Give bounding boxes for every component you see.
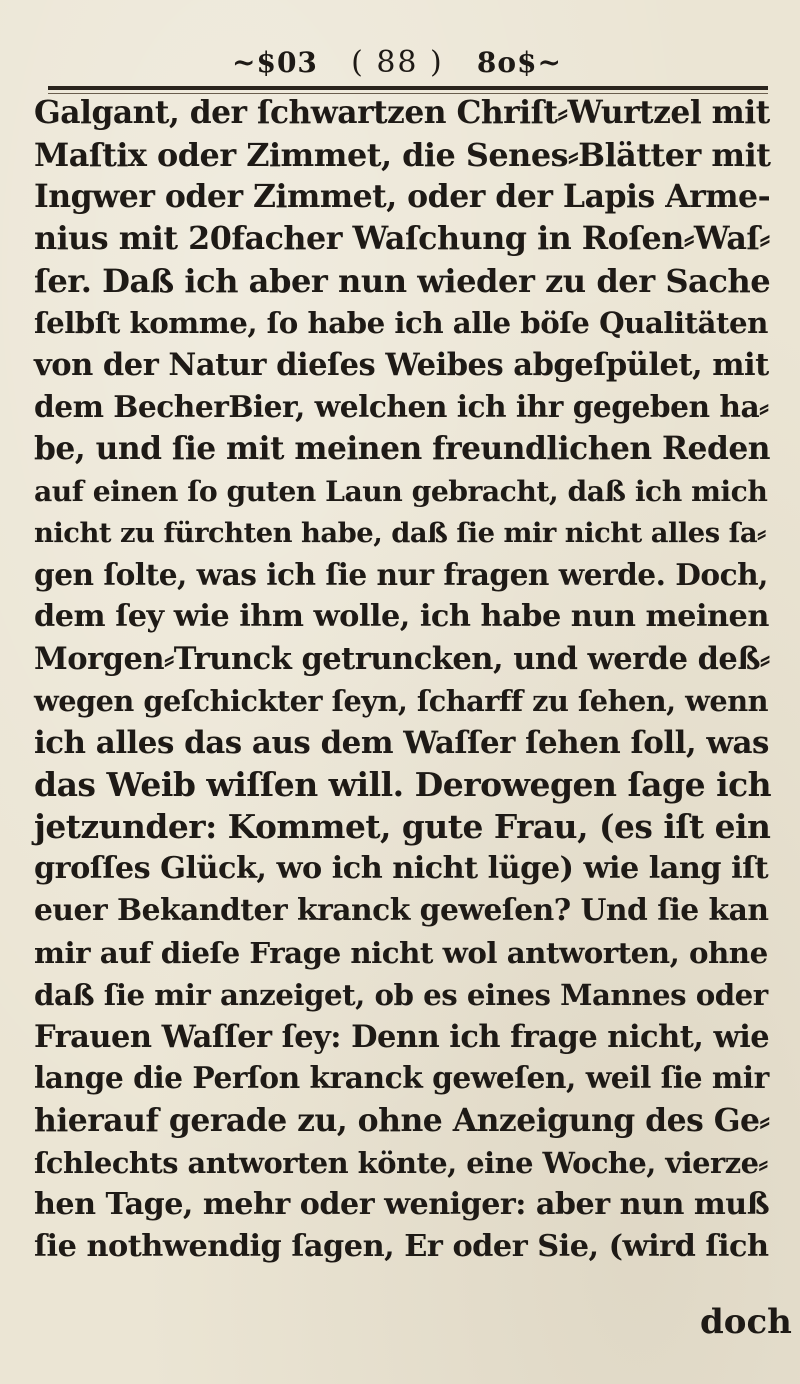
- text-line: nius mit 20facher Waſchung in Roſen⸗Waſ⸗: [34, 220, 770, 257]
- text-line: wegen geſchickter ſeyn, ſcharff zu ſehen, wenn: [34, 684, 769, 718]
- text-line: hierauf gerade zu, ohne Anzeigung des Ge⸗: [34, 1102, 770, 1139]
- header-ornament-left: ~$03: [232, 45, 318, 79]
- catchword: doch: [700, 1302, 792, 1342]
- text-line: Morgen⸗Trunck getruncken, und werde deß⸗: [34, 641, 770, 677]
- text-line: ſer. Daß ich aber nun wieder zu der Sache: [34, 262, 771, 300]
- text-line: das Weib wiſſen will. Derowegen ſage ich: [34, 765, 772, 804]
- text-line: lange die Perſon kranck geweſen, weil ſie mir: [34, 1061, 769, 1096]
- text-line: ſelbſt komme, ſo habe ich alle böſe Qualitäten: [34, 306, 768, 340]
- text-line: von der Natur dieſes Weibes abgeſpület, mit: [34, 347, 769, 383]
- text-line: auf einen ſo guten Laun gebracht, daß ich mich: [34, 474, 768, 508]
- text-line: Frauen Waſſer ſey: Denn ich frage nicht, wie: [34, 1019, 770, 1055]
- page-number: ( 88 ): [351, 44, 444, 80]
- text-line: be, und ſie mit meinen freundlichen Reden: [34, 431, 771, 467]
- text-line: Maſtix oder Zimmet, die Senes⸗Blätter mit: [34, 136, 771, 174]
- text-line: dem BecherBier, welchen ich ihr gegeben ha⸗: [34, 389, 769, 424]
- text-line: nicht zu fürchten habe, daß ſie mir nicht alles ſa⸗: [34, 517, 766, 549]
- text-line: dem ſey wie ihm wolle, ich habe nun meinen: [34, 599, 769, 634]
- header-rule: [48, 86, 768, 90]
- text-line: hen Tage, mehr oder weniger: aber nun muß: [34, 1187, 770, 1222]
- text-line: Ingwer oder Zimmet, oder der Lapis Arme-: [34, 178, 771, 215]
- text-line: ich alles das aus dem Waſſer ſehen ſoll, was: [34, 725, 769, 761]
- text-line: gen ſolte, was ich ſie nur fragen werde. Doch,: [34, 557, 768, 592]
- body-text: [34, 92, 779, 1268]
- text-line: euer Bekandter kranck geweſen? Und ſie kan: [34, 893, 769, 928]
- text-line: groſſes Glück, wo ich nicht lüge) wie lang iſt: [34, 851, 769, 886]
- text-line: Galgant, der ſchwartzen Chriſt⸗Wurtzel mit: [34, 95, 770, 131]
- page-header: [232, 42, 562, 82]
- text-line: mir auf dieſe Frage nicht wol antworten, ohne: [34, 935, 768, 970]
- text-line: daß ſie mir anzeiget, ob es eines Mannes oder: [34, 978, 768, 1012]
- header-ornament-right: 8o$~: [476, 45, 562, 79]
- text-line: jetzunder: Kommet, gute Frau, (es iſt ein: [34, 807, 771, 846]
- text-line: ſchlechts antworten könte, eine Woche, vierze⸗: [34, 1146, 768, 1180]
- text-line: ſie nothwendig ſagen, Er oder Sie, (wird ſich: [34, 1229, 769, 1264]
